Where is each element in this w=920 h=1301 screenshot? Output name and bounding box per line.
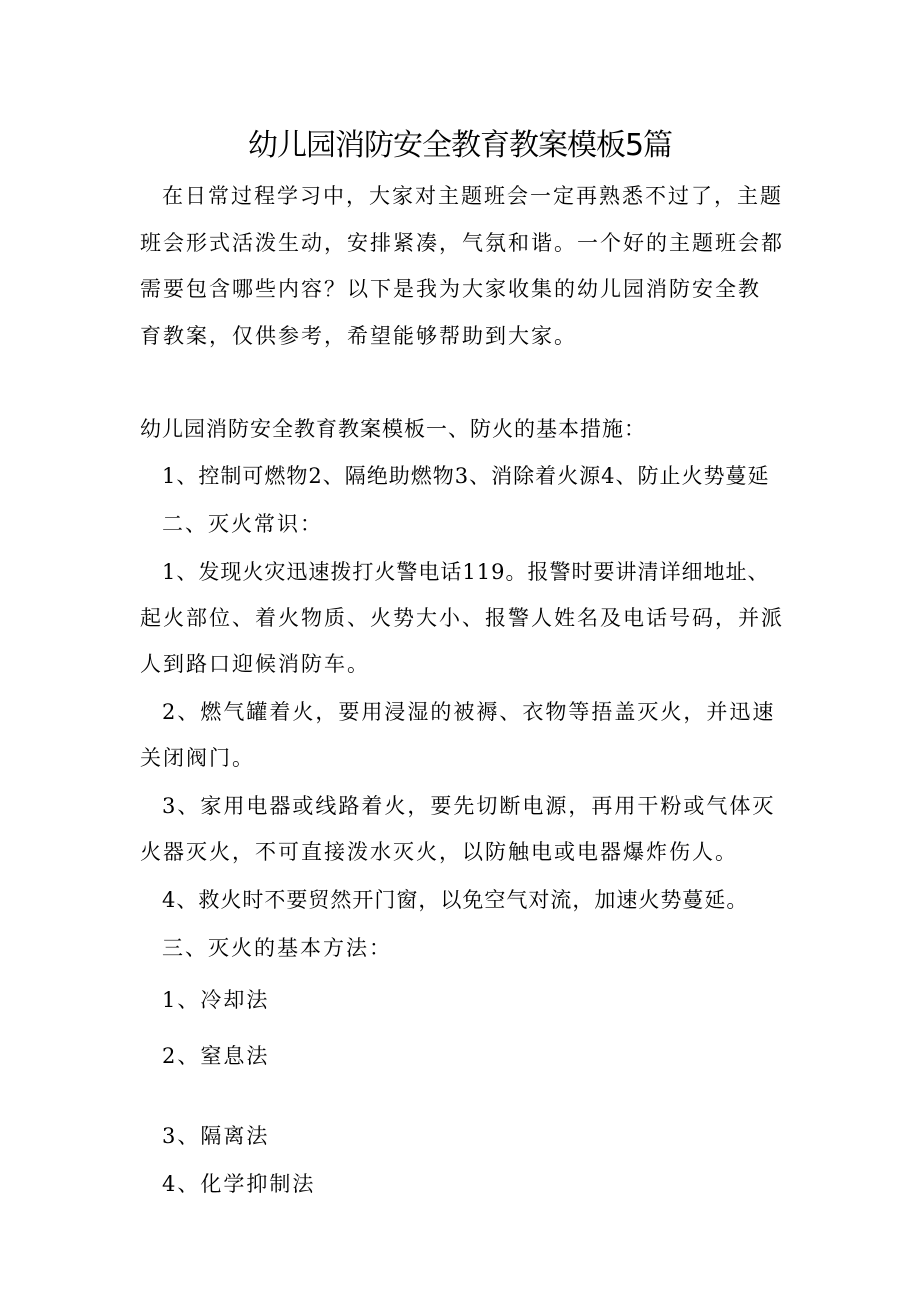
knowledge-3-line-2: 火器灭火，不可直接泼水灭火，以防触电或电器爆炸伤人。 <box>140 840 738 864</box>
knowledge-1-line-1: 1、发现火灾迅速拨打火警电话119。报警时要讲清详细地址、 <box>162 560 770 584</box>
method-item-2: 2、窒息法 <box>162 1044 270 1068</box>
method-item-3: 3、隔离法 <box>162 1124 270 1148</box>
fire-prevention-measures: 1、控制可燃物2、隔绝助燃物3、消除着火源4、防止火势蔓延 <box>162 464 770 488</box>
knowledge-2-line-1: 2、燃气罐着火，要用浸湿的被褥、衣物等捂盖灭火，并迅速 <box>162 700 776 724</box>
method-item-4: 4、化学抑制法 <box>162 1172 316 1196</box>
method-item-1: 1、冷却法 <box>162 988 270 1012</box>
section-2-heading: 二、灭火常识： <box>162 512 323 536</box>
knowledge-2-line-2: 关闭阀门。 <box>140 746 255 770</box>
intro-line-4: 育教案，仅供参考，希望能够帮助到大家。 <box>140 324 577 348</box>
intro-line-3: 需要包含哪些内容？以下是我为大家收集的幼儿园消防安全教 <box>140 277 761 301</box>
knowledge-1-line-3: 人到路口迎候消防车。 <box>140 652 370 676</box>
document-title: 幼儿园消防安全教育教案模板5篇 <box>247 128 673 163</box>
knowledge-1-line-2: 起火部位、着火物质、火势大小、报警人姓名及电话号码，并派 <box>140 606 784 630</box>
intro-line-1: 在日常过程学习中，大家对主题班会一定再熟悉不过了，主题 <box>162 184 783 208</box>
section-1-heading: 幼儿园消防安全教育教案模板一、防火的基本措施： <box>140 417 646 441</box>
knowledge-3-line-1: 3、家用电器或线路着火，要先切断电源，再用干粉或气体灭 <box>162 794 776 818</box>
section-3-heading: 三、灭火的基本方法： <box>162 936 392 960</box>
intro-line-2: 班会形式活泼生动，安排紧凑，气氛和谐。一个好的主题班会都 <box>140 231 784 255</box>
knowledge-4-line-1: 4、救火时不要贸然开门窗，以免空气对流，加速火势蔓延。 <box>162 888 749 912</box>
